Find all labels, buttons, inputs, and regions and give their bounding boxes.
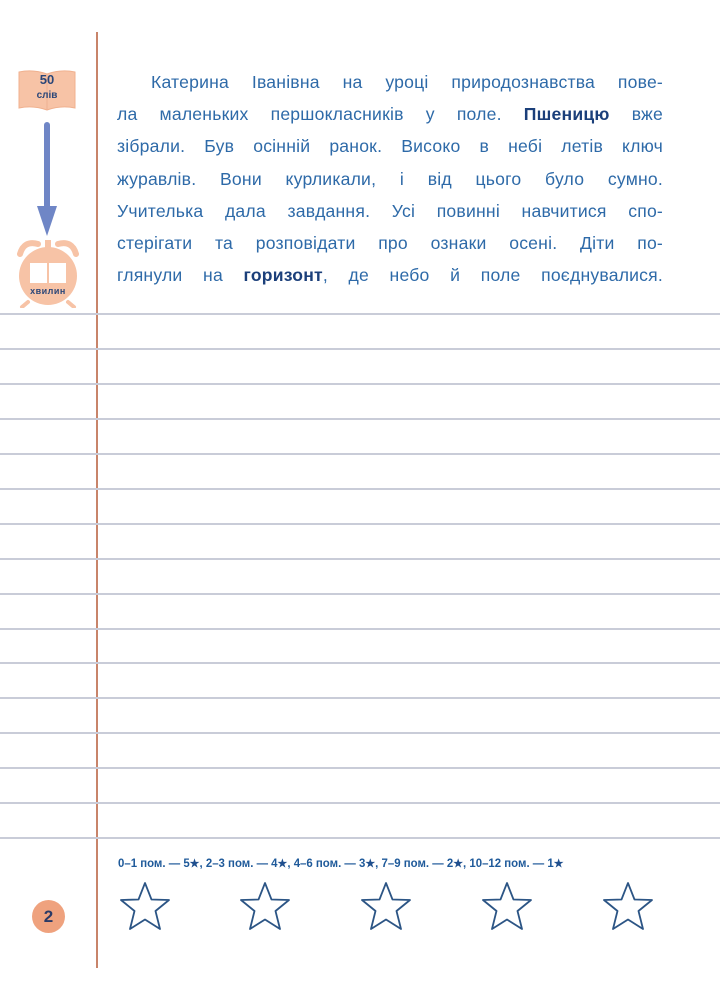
ruled-line [0,697,720,699]
reading-passage [117,66,663,291]
rating-star-1-outline-star-icon[interactable] [118,880,172,934]
score-item [294,858,379,870]
rating-star-4-outline-star-icon[interactable] [480,880,534,934]
ruled-line [0,767,720,769]
passage-line-3: зібрали. Був осінній ранок. Високо в небі летів ключ [117,136,663,157]
star-count: 5 [183,858,190,870]
score-item [382,858,467,870]
rating-star-5-outline-star-icon[interactable] [601,880,655,934]
ruled-line [0,732,720,734]
rating-star-3-outline-star-icon[interactable] [359,880,413,934]
star-count: 1 [547,858,554,870]
passage-text: ла маленьких першокласників у поле. [117,104,502,125]
error-range: 0–1 пом. [118,858,166,870]
arrow-down-icon [36,120,58,240]
ruled-line [0,802,720,804]
error-range: 10–12 пом. [469,858,530,870]
error-range: 2–3 пом. [205,858,254,870]
page-number-badge: 2 [32,900,65,933]
star-icon: ★ [189,858,200,870]
ruled-line [0,662,720,664]
separator: , [199,858,203,870]
passage-line-4: журавлів. Вони курликали, і від цього було сумно. [117,168,663,189]
passage-line-6: стерігати та розповідати про ознаки осені. Діти по- [117,233,663,254]
ruled-line [0,523,720,525]
star-count: 3 [359,858,366,870]
score-item [118,858,203,870]
ruled-line [0,488,720,490]
rating-star-2-outline-star-icon[interactable] [238,880,292,934]
separator: , [463,858,467,870]
dash: — [168,858,181,870]
dash: — [432,858,444,870]
passage-line-5: Учителька дала завдання. Усі повинні навчитися спо- [117,200,663,221]
ruled-line [0,593,720,595]
ruled-line [0,383,720,385]
passage-text: вже [631,104,663,125]
ruled-line [0,558,720,560]
score-item [469,858,563,870]
separator: , [375,858,379,870]
ruled-line [0,313,720,315]
error-range: 4–6 пом. [293,858,342,870]
separator: , [287,858,291,870]
passage-text: , де небо й поле поєднувалися. [322,265,663,286]
star-count: 2 [446,858,454,870]
highlighted-word-horizon: горизонт [243,265,323,286]
scoring-legend [118,857,564,870]
passage-line-1: Катерина Іванівна на уроці природознавства пове- [151,72,663,92]
star-count: 4 [271,858,278,870]
word-count-number: 50 [39,72,55,87]
ruled-line [0,628,720,630]
margin-line [96,32,98,968]
dash: — [344,858,356,870]
passage-line-7 [117,259,663,291]
time-unit-label: хвилин [30,286,66,296]
highlighted-word-wheat: Пшеницю [523,104,610,125]
star-icon: ★ [277,858,288,870]
ruled-line [0,348,720,350]
error-range: 7–9 пом. [381,858,430,870]
dash: — [532,858,545,870]
star-icon: ★ [453,858,464,870]
ruled-line [0,453,720,455]
alarm-clock-icon [14,236,82,308]
passage-line-2 [117,98,663,130]
score-item [206,858,291,870]
ruled-line [0,418,720,420]
ruled-line [0,837,720,839]
star-icon: ★ [553,858,564,870]
word-count-unit: слів [36,90,58,101]
star-icon: ★ [365,858,376,870]
dash: — [256,858,268,870]
passage-text: глянули на [117,265,223,286]
